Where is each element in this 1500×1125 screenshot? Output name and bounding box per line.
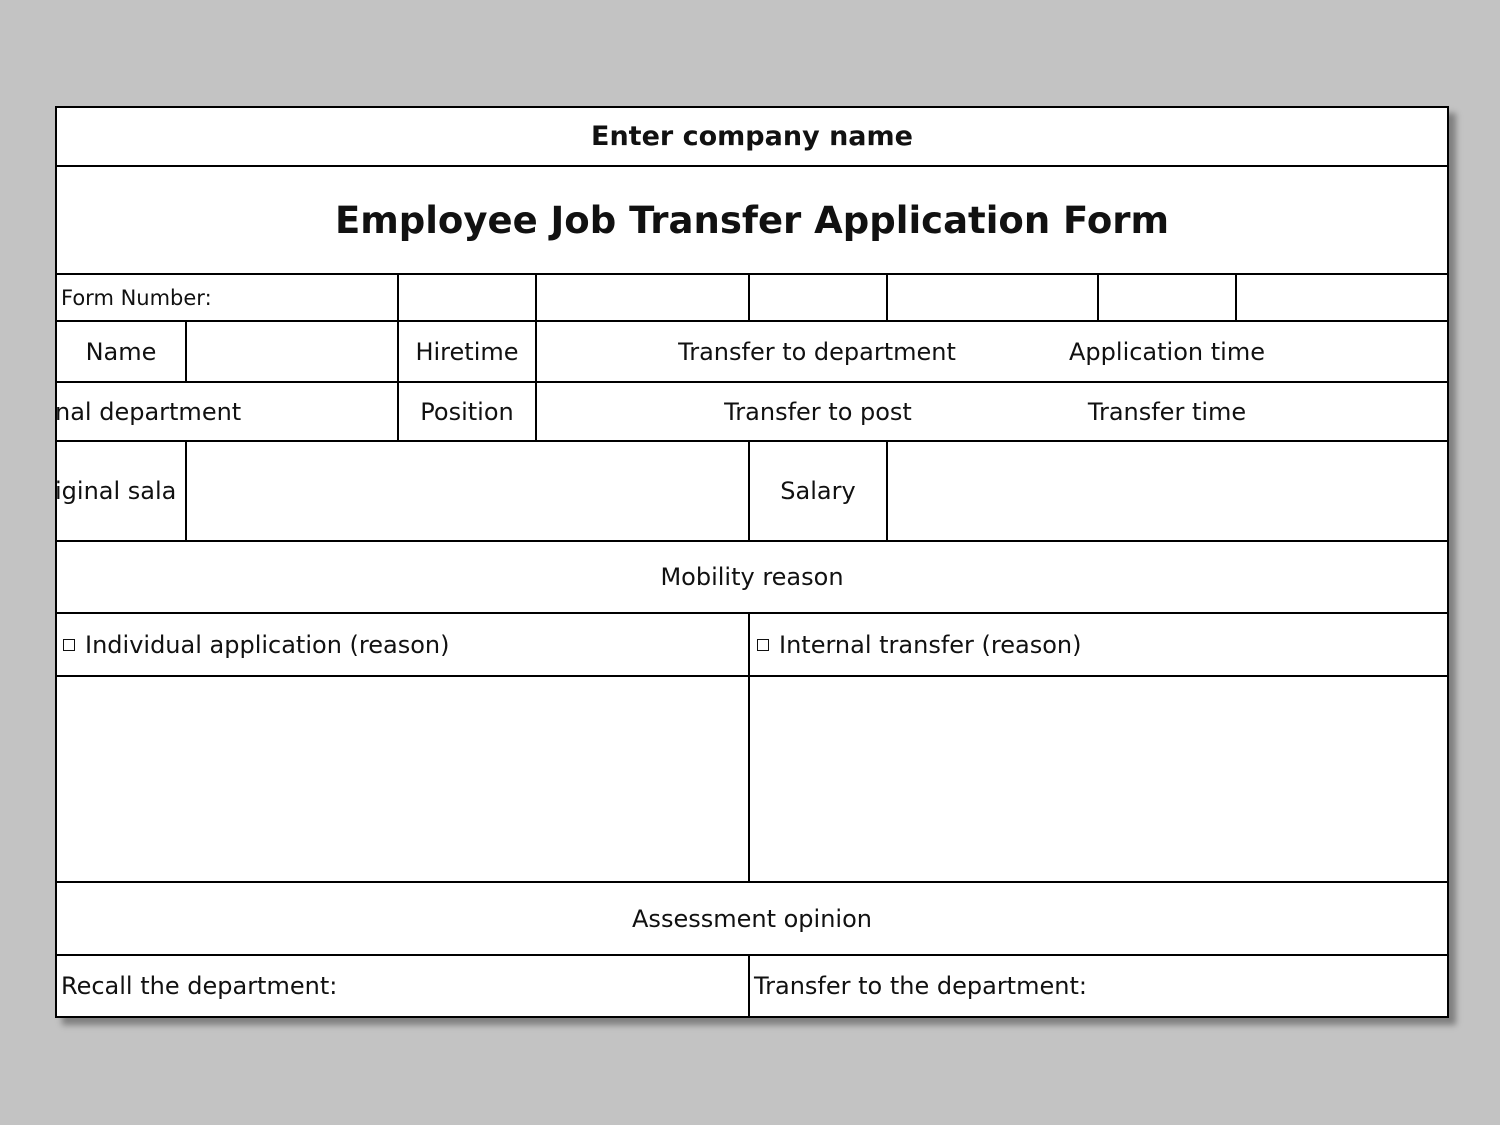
salary-field[interactable] [888,442,1447,540]
form-number-field[interactable] [1237,275,1447,320]
application-time-label: Application time [1069,337,1265,366]
form-number-field[interactable] [888,275,1097,320]
checkbox-icon[interactable] [757,639,769,651]
checkbox-icon[interactable] [63,639,75,651]
form-number-field[interactable] [1099,275,1235,320]
form-number-label: Form Number: [61,285,212,310]
name-field[interactable] [187,322,397,381]
transfer-time-label: Transfer time [1087,397,1247,426]
individual-application-label: Individual application (reason) [85,630,450,659]
original-salary-field[interactable] [187,442,748,540]
assessment-opinion-heading: Assessment opinion [632,904,872,933]
form-sheet [55,106,1449,1018]
form-title: Employee Job Transfer Application Form [334,198,1170,242]
salary-label: Salary [780,477,856,505]
original-salary-label: iginal sala [55,477,177,505]
form-number-field[interactable] [399,275,535,320]
individual-reason-area[interactable] [57,677,748,881]
recall-department-label: Recall the department: [61,972,338,1000]
name-label: Name [85,337,157,366]
internal-transfer-label: Internal transfer (reason) [779,630,1082,659]
form-number-field[interactable] [537,275,748,320]
transfer-department-label: Transfer to department [678,337,956,366]
individual-application-option[interactable] [63,614,748,675]
form-number-field[interactable] [750,275,886,320]
border-bottom [55,1016,1449,1018]
column-divider [748,954,750,1018]
company-name[interactable]: Enter company name [591,121,913,152]
internal-reason-area[interactable] [750,677,1447,881]
transfer-department-opinion-label: Transfer to the department: [754,972,1087,1000]
position-label: Position [420,397,514,426]
internal-transfer-option[interactable] [757,614,1447,675]
original-department-label: nal department [55,397,242,426]
hiretime-label: Hiretime [415,337,519,366]
mobility-reason-heading: Mobility reason [660,563,844,591]
transfer-post-label: Transfer to post [724,397,912,426]
